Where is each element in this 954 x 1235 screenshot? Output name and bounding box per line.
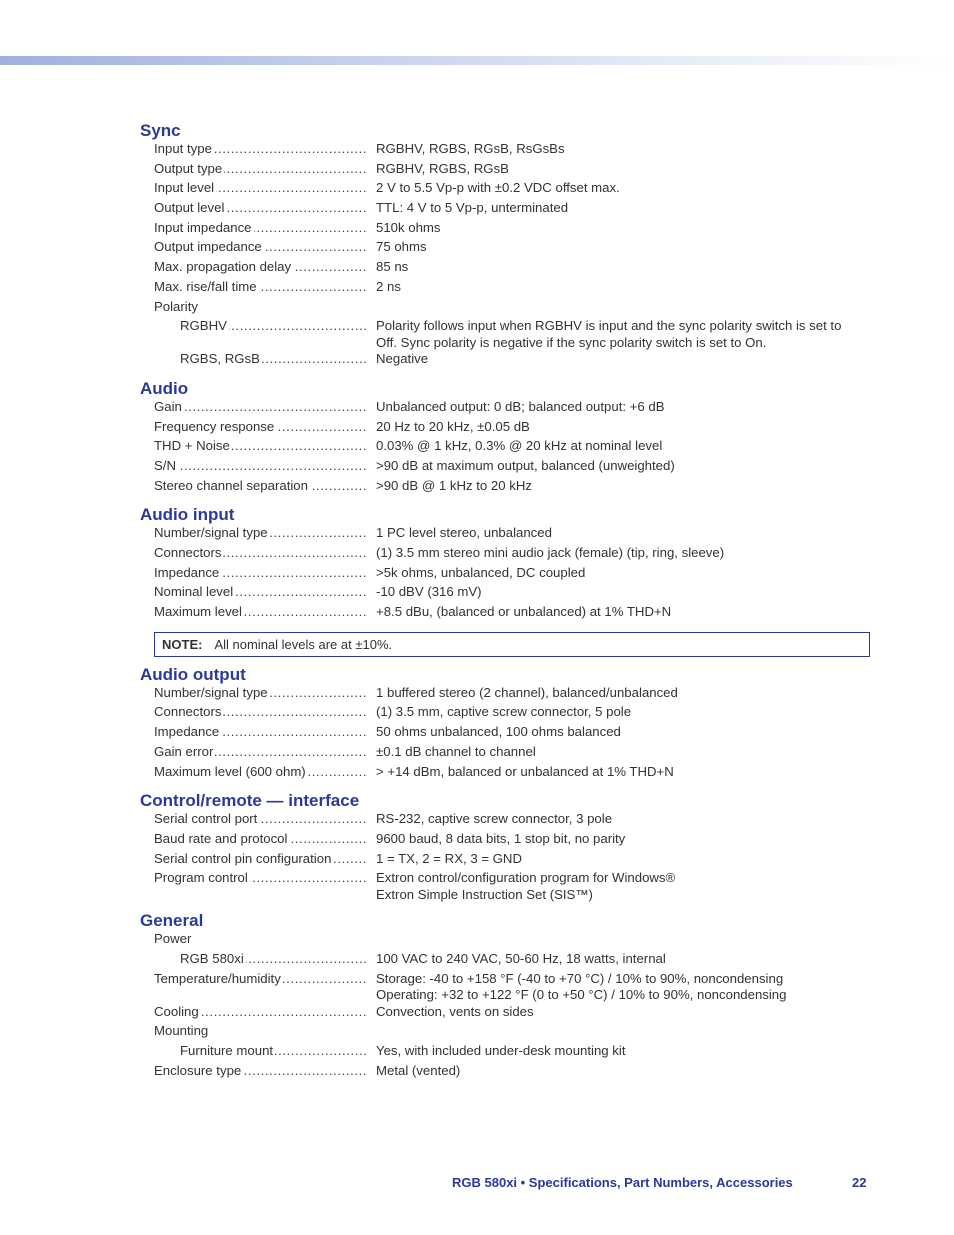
spec-value (376, 1043, 870, 1060)
spec-value-line: RGBHV, RGBS, RGsB, RsGsBs (376, 141, 565, 156)
spec-label-text: Furniture mount (180, 1043, 274, 1058)
spec-value (376, 931, 870, 948)
spec-label-text: Nominal level (154, 584, 234, 600)
spec-value (376, 724, 870, 741)
spec-label (154, 724, 366, 741)
spec-value (376, 685, 870, 702)
spec-label (154, 811, 366, 828)
spec-value-line: Storage: -40 to +158 °F (-40 to +70 °C) / 10% to 90%, noncondensing (376, 970, 784, 986)
spec-label (154, 419, 366, 436)
spec-value (376, 764, 870, 781)
spec-value-line: Polarity follows input when RGBHV is input and the sync polarity switch is set to (376, 318, 842, 334)
spec-value (376, 351, 870, 368)
spec-value (376, 1023, 870, 1040)
spec-row (140, 565, 870, 585)
spec-label (154, 438, 366, 455)
spec-label-text: RGBS, RGsB (180, 351, 260, 367)
note-text: All nominal levels are at ±10%. (214, 636, 393, 652)
spec-value (376, 851, 870, 868)
spec-value-line: (1) 3.5 mm, captive screw connector, 5 pole (376, 704, 632, 720)
spec-label (154, 545, 366, 562)
spec-label-text: Connectors (154, 545, 222, 560)
spec-value-line: 1 = TX, 2 = RX, 3 = GND (376, 850, 522, 866)
spec-label (154, 220, 366, 237)
spec-value (376, 318, 870, 351)
spec-label-text: RGBHV (180, 318, 227, 334)
spec-label (154, 704, 366, 721)
spec-value (376, 279, 870, 296)
spec-value (376, 299, 870, 316)
spec-value-line: RGBHV, RGBS, RGsB (376, 160, 509, 176)
spec-value-line: 20 Hz to 20 kHz, ±0.05 dB (376, 418, 530, 434)
spec-label (180, 318, 366, 335)
spec-row (140, 478, 870, 498)
spec-content (140, 121, 870, 1090)
spec-value (376, 399, 870, 416)
spec-label-text: Cooling (154, 1003, 199, 1019)
spec-value (376, 438, 870, 455)
spec-value-line: 2 ns (376, 278, 401, 294)
spec-label (154, 831, 366, 848)
spec-value (376, 259, 870, 276)
spec-value (376, 1004, 870, 1021)
footer-title: RGB 580xi • Specifications, Part Numbers, Accessories (452, 1175, 793, 1190)
spec-value (376, 704, 870, 721)
spec-label-text: Max. rise/fall time (154, 278, 257, 294)
spec-value (376, 180, 870, 197)
spec-label (154, 870, 366, 887)
spec-row (140, 971, 870, 1004)
section-title: Audio input (140, 505, 235, 525)
spec-label-text: Gain (154, 398, 182, 414)
spec-label-text: Enclosure type (154, 1062, 242, 1078)
spec-value (376, 525, 870, 542)
spec-label-text: S/N (154, 457, 176, 473)
spec-value-line: Operating: +32 to +122 °F (0 to +50 °C) / 10% to 90%, noncondensing (376, 987, 787, 1003)
spec-label-text: Impedance (154, 564, 220, 580)
spec-row (140, 525, 870, 545)
spec-value-line: +8.5 dBu, (balanced or unbalanced) at 1% THD+N (376, 604, 672, 620)
section-title: Audio (140, 378, 189, 398)
spec-row (140, 1063, 870, 1083)
section-title: Sync (140, 121, 181, 140)
spec-label-text: Output level (154, 200, 225, 216)
spec-label-text: Impedance (154, 724, 220, 740)
spec-label (154, 1004, 366, 1021)
spec-label-text: RGB 580xi (180, 950, 244, 966)
page-number: 22 (852, 1175, 867, 1190)
spec-value-line: Off. Sync polarity is negative if the sync polarity switch is set to On. (376, 334, 767, 350)
spec-value (376, 239, 870, 256)
spec-label (154, 141, 366, 158)
spec-label (154, 1023, 366, 1040)
spec-row (140, 180, 870, 200)
spec-row (140, 318, 870, 351)
spec-value (376, 951, 870, 968)
spec-row (140, 870, 870, 903)
spec-row (140, 851, 870, 871)
spec-row (140, 279, 870, 299)
spec-value-line: Metal (vented) (376, 1062, 461, 1078)
spec-value (376, 870, 870, 903)
spec-label (154, 584, 366, 601)
spec-section (140, 505, 870, 656)
spec-label-text: Power (154, 931, 192, 947)
spec-label (154, 478, 366, 495)
spec-value (376, 161, 870, 178)
spec-value-line: Unbalanced output: 0 dB; balanced output: +6 dB (376, 398, 665, 414)
spec-label-text: Input impedance (154, 219, 252, 235)
spec-label (154, 180, 366, 197)
spec-value (376, 971, 870, 1004)
spec-row (140, 458, 870, 478)
spec-value-line: ±0.1 dB channel to channel (376, 743, 536, 759)
spec-value-line: 0.03% @ 1 kHz, 0.3% @ 20 kHz at nominal level (376, 438, 663, 454)
spec-row (140, 438, 870, 458)
spec-row (140, 811, 870, 831)
spec-row (140, 584, 870, 604)
spec-row (140, 1043, 870, 1063)
spec-label-text: Frequency response (154, 418, 275, 434)
spec-label (154, 458, 366, 475)
spec-value (376, 200, 870, 217)
spec-label (154, 685, 366, 702)
spec-row (140, 831, 870, 851)
spec-label (154, 161, 366, 178)
spec-value-line: Negative (376, 351, 429, 367)
spec-value-line: 1 PC level stereo, unbalanced (376, 525, 552, 541)
spec-row (140, 685, 870, 705)
spec-value-line: -10 dBV (316 mV) (376, 584, 482, 600)
spec-label-text: Number/signal type (154, 525, 268, 541)
spec-value (376, 141, 870, 158)
spec-label (154, 931, 366, 948)
spec-value-line: >5k ohms, unbalanced, DC coupled (376, 564, 586, 580)
spec-row (140, 200, 870, 220)
spec-label-text: Mounting (154, 1023, 209, 1039)
spec-value-line: >90 dB @ 1 kHz to 20 kHz (376, 477, 532, 493)
spec-row (140, 1004, 870, 1024)
spec-value-line: Convection, vents on sides (376, 1003, 534, 1019)
spec-label (154, 565, 366, 582)
spec-value-line: 100 VAC to 240 VAC, 50-60 Hz, 18 watts, internal (376, 950, 666, 966)
spec-label (154, 1063, 366, 1080)
spec-row (140, 704, 870, 724)
spec-row (140, 419, 870, 439)
spec-row (140, 141, 870, 161)
spec-value (376, 811, 870, 828)
spec-value (376, 831, 870, 848)
spec-label (154, 764, 366, 781)
section-title: General (140, 911, 204, 931)
spec-row (140, 259, 870, 279)
spec-label-text: Maximum level (154, 604, 242, 620)
header-gradient-bar (0, 56, 954, 65)
spec-label-text: Temperature/humidity (154, 970, 281, 986)
spec-label-text: Polarity (154, 298, 198, 314)
note-label: NOTE: (162, 636, 203, 652)
spec-label-text: Serial control pin configuration (154, 850, 332, 866)
spec-value-line: 9600 baud, 8 data bits, 1 stop bit, no parity (376, 830, 626, 846)
spec-row (140, 399, 870, 419)
spec-row (140, 161, 870, 181)
spec-label (154, 525, 366, 542)
spec-row (140, 220, 870, 240)
spec-row (140, 299, 870, 319)
spec-label-text: Output type (154, 160, 223, 176)
spec-row (140, 744, 870, 764)
spec-label-text: Program control (154, 870, 248, 886)
spec-value-line: Extron control/configuration program for Windows® (376, 870, 676, 886)
spec-value (376, 604, 870, 621)
spec-label-text: Gain error (154, 743, 214, 759)
spec-value-line: 510k ohms (376, 219, 441, 235)
spec-label (180, 1043, 366, 1060)
spec-label-text: Output impedance (154, 239, 262, 255)
spec-label (154, 200, 366, 217)
spec-label-text: Stereo channel separation (154, 477, 308, 493)
spec-value-line: Yes, with included under-desk mounting kit (376, 1043, 626, 1058)
spec-label-text: Connectors (154, 704, 222, 720)
spec-value-line: 2 V to 5.5 Vp-p with ±0.2 VDC offset max. (376, 180, 620, 196)
spec-label (154, 299, 366, 316)
spec-value-line: RS-232, captive screw connector, 3 pole (376, 811, 613, 827)
spec-section (140, 121, 870, 371)
spec-label (154, 399, 366, 416)
spec-row (140, 931, 870, 951)
spec-row (140, 724, 870, 744)
note-box (154, 632, 870, 657)
spec-section (140, 379, 870, 497)
spec-value-line: 1 buffered stereo (2 channel), balanced/unbalanced (376, 684, 678, 700)
spec-row (140, 604, 870, 624)
spec-label (154, 239, 366, 256)
spec-value-line: >90 dB at maximum output, balanced (unweighted) (376, 457, 675, 473)
spec-row (140, 545, 870, 565)
spec-label-text: Number/signal type (154, 684, 268, 700)
spec-label (180, 351, 366, 368)
spec-label (154, 259, 366, 276)
spec-label (180, 951, 366, 968)
spec-value (376, 584, 870, 601)
spec-label (154, 279, 366, 296)
spec-label-text: Serial control port (154, 811, 258, 827)
spec-label-text: THD + Noise (154, 438, 230, 454)
spec-value (376, 744, 870, 761)
spec-label-text: Maximum level (600 ohm) (154, 763, 306, 779)
spec-value (376, 220, 870, 237)
spec-value-line: 75 ohms (376, 239, 427, 255)
spec-value-line: 85 ns (376, 259, 409, 275)
spec-value (376, 1063, 870, 1080)
spec-section (140, 791, 870, 903)
spec-value-line: 50 ohms unbalanced, 100 ohms balanced (376, 724, 621, 740)
spec-value-line: (1) 3.5 mm stereo mini audio jack (female) (tip, ring, sleeve) (376, 545, 725, 560)
spec-label (154, 851, 366, 868)
spec-label (154, 971, 366, 988)
spec-row (140, 764, 870, 784)
section-title: Control/remote — interface (140, 791, 360, 811)
spec-row (140, 951, 870, 971)
spec-value (376, 419, 870, 436)
spec-value-line: TTL: 4 V to 5 Vp-p, unterminated (376, 200, 569, 216)
spec-row (140, 1023, 870, 1043)
spec-label-text: Baud rate and protocol (154, 830, 288, 846)
spec-label (154, 744, 366, 761)
spec-row (140, 351, 870, 371)
spec-label (154, 604, 366, 621)
spec-section (140, 665, 870, 783)
spec-value (376, 478, 870, 495)
spec-value (376, 565, 870, 582)
spec-label-text: Input level (154, 180, 215, 196)
section-title: Audio output (140, 664, 246, 684)
spec-value (376, 545, 870, 562)
spec-value-line: Extron Simple Instruction Set (SIS™) (376, 886, 593, 902)
spec-section (140, 911, 870, 1082)
spec-label-text: Max. propagation delay (154, 259, 292, 275)
spec-value-line: > +14 dBm, balanced or unbalanced at 1% THD+N (376, 763, 674, 779)
spec-value (376, 458, 870, 475)
spec-row (140, 239, 870, 259)
spec-label-text: Input type (154, 141, 212, 156)
